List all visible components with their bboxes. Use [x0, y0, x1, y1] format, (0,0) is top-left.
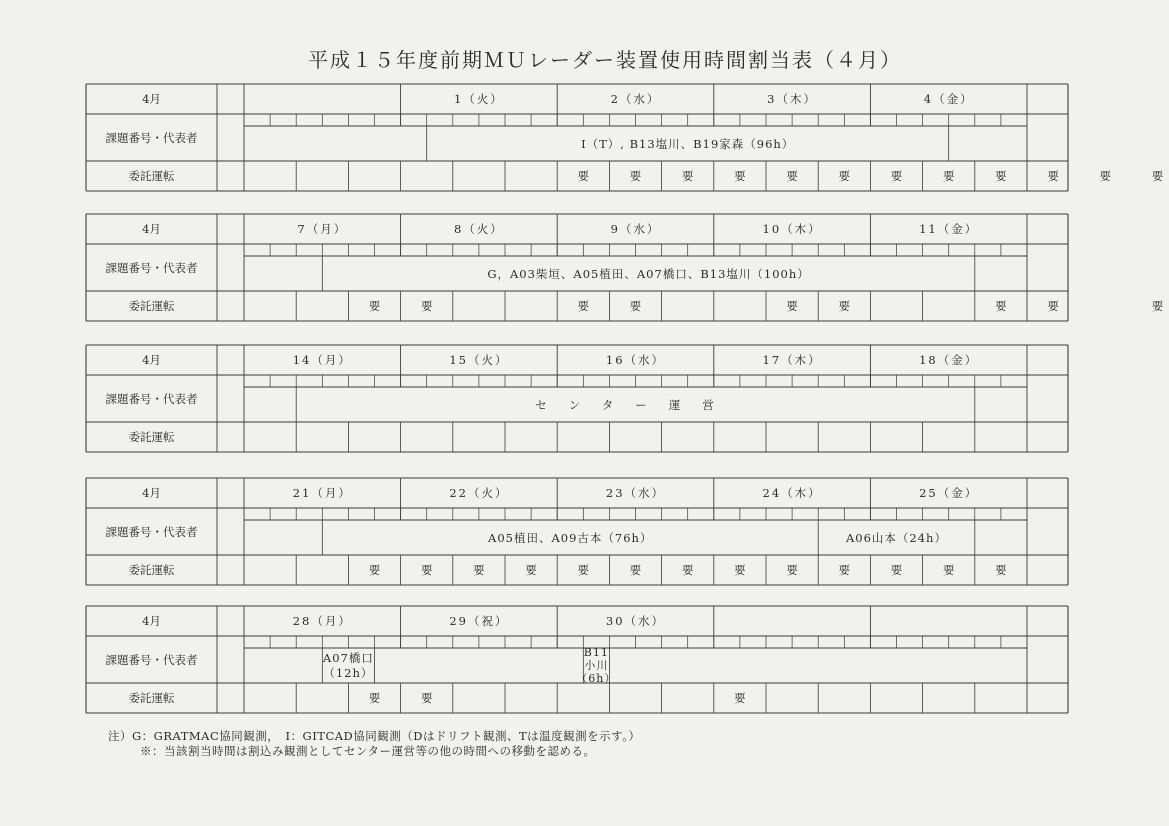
- required-mark: 要: [577, 169, 590, 183]
- project-label: 課題番号・代表者: [105, 524, 198, 539]
- day-header: 28（月）: [292, 614, 352, 628]
- required-mark: 要: [995, 299, 1007, 313]
- contract-label: 委託運転: [128, 169, 175, 183]
- assignment-cell: G，A03柴垣、A05植田、A07橋口、B13塩川（100h）: [487, 266, 810, 281]
- month-label: 4月: [142, 614, 161, 628]
- required-mark: 要: [995, 563, 1007, 577]
- day-header: 23（水）: [605, 486, 666, 500]
- footnote-reallocation: ※：当該割当時間は割込み観測としてセンター運営等の他の時間への移動を認める。: [140, 744, 596, 758]
- month-label: 4月: [142, 486, 161, 500]
- required-mark: 要: [420, 691, 433, 705]
- day-header: 4（金）: [923, 92, 974, 106]
- required-mark: 要: [995, 169, 1007, 183]
- week-block: [86, 214, 1164, 321]
- page-title: 平成１５年度前期ＭＵレーダー装置使用時間割当表（４月）: [308, 48, 902, 72]
- footnote-abbreviations: 注）G：GRATMAC協同観測， I：GITCAD協同観測（Dはドリフト観測、Tは温度観測を示す。）: [108, 729, 641, 743]
- project-label: 課題番号・代表者: [105, 391, 198, 406]
- week-block: [86, 606, 1068, 713]
- day-header: [714, 606, 871, 636]
- required-mark: 要: [420, 299, 433, 313]
- day-header: 16（水）: [605, 353, 666, 367]
- required-mark: 要: [1047, 169, 1059, 183]
- assignment-line: A07橋口: [322, 650, 374, 665]
- day-header: 24（木）: [762, 486, 822, 500]
- contract-label: 委託運転: [128, 299, 175, 313]
- week-block: [86, 478, 1068, 585]
- required-mark: 要: [942, 169, 955, 183]
- required-mark: 要: [734, 563, 746, 577]
- required-mark: 要: [420, 563, 433, 577]
- day-header: 3（木）: [767, 92, 817, 106]
- required-mark: 要: [473, 563, 485, 577]
- week-block: [86, 345, 1068, 452]
- required-mark: 要: [629, 563, 642, 577]
- contract-label: 委託運転: [128, 430, 175, 444]
- assignment-line: （6h）: [576, 672, 617, 685]
- required-mark: 要: [629, 169, 642, 183]
- day-header: 15（火）: [449, 353, 509, 367]
- month-label: 4月: [142, 222, 161, 236]
- day-header: [244, 84, 401, 114]
- assignment-cell: I（T）, B13塩川、B19家森（96h）: [581, 136, 795, 151]
- day-header: 2（水）: [610, 92, 661, 106]
- month-label: 4月: [142, 92, 161, 106]
- required-mark: 要: [786, 169, 798, 183]
- required-mark: 要: [890, 563, 903, 577]
- assignment-cell: [322, 648, 374, 683]
- required-mark: 要: [1099, 169, 1112, 183]
- required-mark: 要: [681, 169, 694, 183]
- required-mark: 要: [525, 563, 537, 577]
- project-label: 課題番号・代表者: [105, 130, 198, 145]
- month-label: 4月: [142, 353, 161, 367]
- project-label: 課題番号・代表者: [105, 652, 198, 667]
- footnotes: [108, 729, 641, 759]
- required-mark: 要: [838, 169, 851, 183]
- required-mark: 要: [368, 563, 381, 577]
- project-label: 課題番号・代表者: [105, 260, 198, 275]
- required-mark: 要: [1151, 169, 1164, 183]
- required-mark: 要: [1151, 299, 1164, 313]
- week-block: [86, 84, 1164, 191]
- required-mark: 要: [1047, 299, 1059, 313]
- required-mark: 要: [681, 563, 694, 577]
- required-mark: 要: [734, 691, 746, 705]
- required-mark: 要: [942, 563, 955, 577]
- assignment-cell: A05植田、A09古本（76h）: [488, 530, 653, 545]
- day-header: 29（祝）: [449, 614, 509, 628]
- day-header: 11（金）: [919, 222, 979, 236]
- day-header: [870, 606, 1027, 636]
- day-header: 10（木）: [762, 222, 822, 236]
- required-mark: 要: [786, 563, 798, 577]
- required-mark: 要: [368, 299, 381, 313]
- day-header: 18（金）: [919, 353, 979, 367]
- assignment-line: （12h）: [323, 665, 374, 680]
- day-header: 1（火）: [453, 92, 504, 106]
- assignment-cell: A06山本（24h）: [845, 530, 947, 545]
- required-mark: 要: [734, 169, 746, 183]
- required-mark: 要: [577, 563, 590, 577]
- assignment-line: 小川: [584, 659, 609, 672]
- day-header: 9（水）: [610, 222, 661, 236]
- assignment-cell: [576, 646, 617, 685]
- required-mark: 要: [368, 691, 381, 705]
- day-header: 8（火）: [453, 222, 504, 236]
- contract-label: 委託運転: [128, 563, 175, 577]
- assignment-cell: センター運営: [535, 397, 736, 412]
- assignment-line: B11: [583, 646, 609, 659]
- contract-label: 委託運転: [128, 691, 175, 705]
- day-header: 22（火）: [449, 486, 509, 500]
- required-mark: 要: [838, 563, 851, 577]
- day-header: 7（月）: [297, 222, 348, 236]
- day-header: 21（月）: [292, 486, 352, 500]
- required-mark: 要: [577, 299, 590, 313]
- required-mark: 要: [786, 299, 798, 313]
- day-header: 17（木）: [762, 353, 822, 367]
- required-mark: 要: [890, 169, 903, 183]
- day-header: 25（金）: [919, 486, 979, 500]
- day-header: 30（水）: [605, 614, 666, 628]
- required-mark: 要: [838, 299, 851, 313]
- required-mark: 要: [629, 299, 642, 313]
- day-header: 14（月）: [292, 353, 352, 367]
